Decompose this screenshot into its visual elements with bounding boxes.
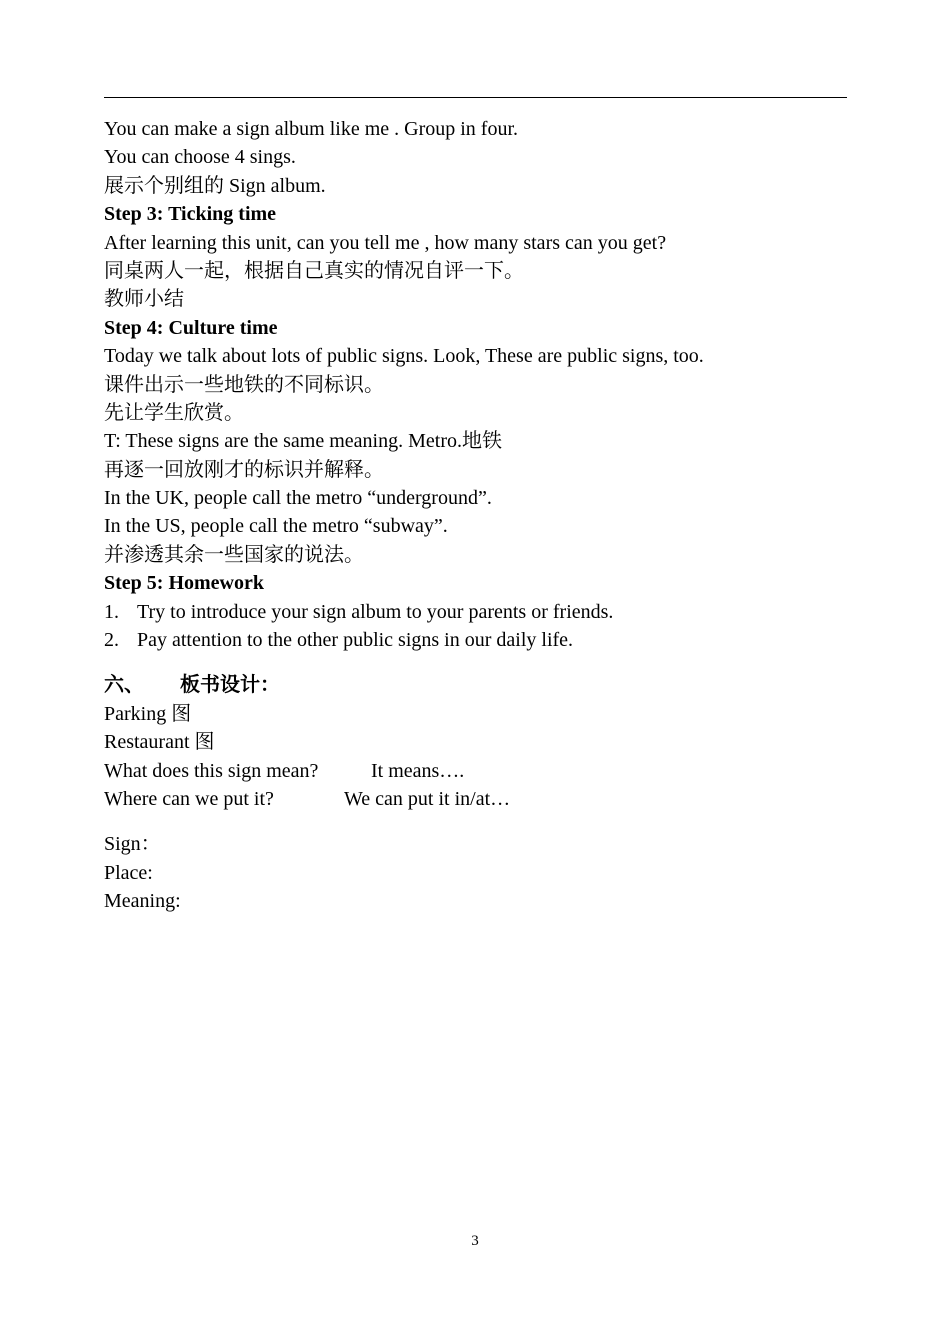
field-place: Place: bbox=[104, 861, 153, 884]
question-text: What does this sign mean? bbox=[104, 759, 319, 782]
text-line: You can make a sign album like me . Group in four. bbox=[104, 118, 519, 140]
list-number: 1. bbox=[104, 600, 119, 623]
list-text: Try to introduce your sign album to your parents or friends. bbox=[137, 600, 614, 623]
text-line: 先让学生欣赏。 bbox=[104, 401, 244, 424]
header-rule bbox=[104, 97, 847, 98]
text-line: 教师小结 bbox=[104, 288, 184, 311]
list-item bbox=[104, 598, 847, 626]
text-line: In the US, people call the metro “subway”. bbox=[104, 515, 448, 538]
section-title: 板书设计： bbox=[180, 674, 280, 697]
answer-text: It means…. bbox=[371, 759, 465, 782]
answer-text: We can put it in/at… bbox=[344, 787, 511, 810]
text-line: In the UK, people call the metro “underground”. bbox=[104, 487, 492, 510]
text-line: After learning this unit, can you tell me , how many stars can you get? bbox=[104, 231, 667, 254]
list-item bbox=[104, 626, 847, 654]
text-line: T: These signs are the same meaning. Metro.地铁 bbox=[104, 430, 502, 453]
spacer bbox=[104, 654, 847, 671]
text-line: 课件出示一些地铁的不同标识。 bbox=[104, 373, 384, 396]
field-meaning: Meaning: bbox=[104, 890, 181, 913]
field-sign: Sign： bbox=[104, 833, 161, 856]
text-line: You can choose 4 sings. bbox=[104, 146, 296, 169]
text-line: Today we talk about lots of public signs. Look, These are public signs, too. bbox=[104, 345, 704, 368]
section-number: 六、 bbox=[104, 674, 144, 697]
text-line: Parking 图 bbox=[104, 702, 192, 725]
step5-heading: Step 5: Homework bbox=[104, 572, 264, 595]
step4-heading: Step 4: Culture time bbox=[104, 316, 278, 339]
page-number: 3 bbox=[471, 1233, 479, 1249]
sentence-pair bbox=[104, 757, 847, 785]
text-line: 并渗透其余一些国家的说法。 bbox=[104, 543, 364, 566]
text-line: 同桌两人一起，根据自己真实的情况自评一下。 bbox=[104, 259, 524, 282]
list-number: 2. bbox=[104, 629, 119, 652]
sentence-pair bbox=[104, 785, 847, 813]
text-line: 再逐一回放刚才的标识并解释。 bbox=[104, 458, 384, 481]
question-text: Where can we put it? bbox=[104, 787, 274, 810]
list-text: Pay attention to the other public signs in our daily life. bbox=[137, 629, 574, 652]
text-line: 展示个别组的 Sign album. bbox=[104, 174, 326, 197]
step3-heading: Step 3: Ticking time bbox=[104, 203, 277, 226]
document-body bbox=[104, 115, 847, 916]
text-line: Restaurant 图 bbox=[104, 731, 215, 754]
board-design-heading bbox=[104, 671, 847, 699]
spacer bbox=[104, 813, 847, 830]
